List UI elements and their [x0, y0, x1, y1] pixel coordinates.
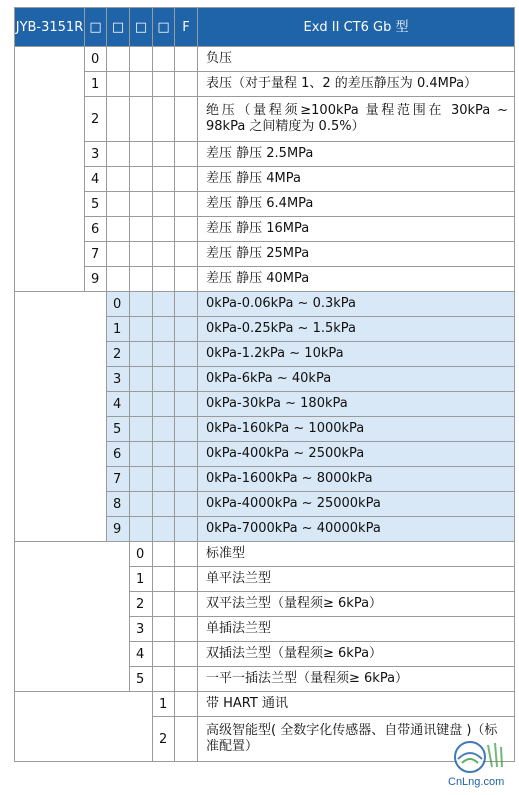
option-code: 1 [153, 692, 175, 717]
option-description: 0kPa-6kPa ~ 40kPa [198, 367, 515, 392]
option-code: 3 [107, 367, 130, 392]
header-col5: □ [153, 8, 175, 47]
header-col6: F [175, 8, 198, 47]
option-code: 6 [107, 442, 130, 467]
group-spacer [15, 292, 107, 542]
option-description: 0kPa-160kPa ~ 1000kPa [198, 417, 515, 442]
model-selection-table [14, 7, 515, 762]
table-row [15, 72, 515, 97]
option-description: 带 HART 通讯 [198, 692, 515, 717]
option-description: 差压 静压 4MPa [198, 167, 515, 192]
table-row [15, 47, 515, 72]
option-code: 2 [153, 717, 175, 762]
option-description: 双插法兰型（量程须≥ 6kPa） [198, 642, 515, 667]
option-code: 8 [107, 492, 130, 517]
table-row [15, 242, 515, 267]
option-code: 3 [85, 142, 107, 167]
option-code: 5 [130, 667, 153, 692]
option-code: 0 [85, 47, 107, 72]
option-code: 7 [85, 242, 107, 267]
option-description: 绝压（量程须≥100kPa 量程范围在 30kPa ~ 98kPa 之间精度为 0.5%） [198, 97, 515, 142]
option-code: 9 [85, 267, 107, 292]
header-model: JYB-3151R [15, 8, 85, 47]
table-row [15, 267, 515, 292]
option-code: 9 [107, 517, 130, 542]
header-description: Exd II CT6 Gb 型 [198, 8, 515, 47]
option-code: 6 [85, 217, 107, 242]
option-code: 5 [107, 417, 130, 442]
table-row [15, 217, 515, 242]
option-description: 差压 静压 16MPa [198, 217, 515, 242]
option-code: 3 [130, 617, 153, 642]
option-description: 0kPa-1.2kPa ~ 10kPa [198, 342, 515, 367]
option-description: 高级智能型( 全数字化传感器、自带通讯键盘 )（标准配置） [198, 717, 515, 762]
option-code: 1 [85, 72, 107, 97]
option-code: 2 [107, 342, 130, 367]
site-watermark-logo [440, 735, 510, 790]
option-description: 单插法兰型 [198, 617, 515, 642]
option-description: 标准型 [198, 542, 515, 567]
option-code: 0 [130, 542, 153, 567]
watermark-emblem-icon [440, 735, 510, 790]
header-col3: □ [107, 8, 130, 47]
table-row [15, 97, 515, 142]
option-code: 2 [130, 592, 153, 617]
option-description: 0kPa-0.25kPa ~ 1.5kPa [198, 317, 515, 342]
table-row [15, 167, 515, 192]
option-description: 0kPa-1600kPa ~ 8000kPa [198, 467, 515, 492]
option-description: 0kPa-7000kPa ~ 40000kPa [198, 517, 515, 542]
option-code: 5 [85, 192, 107, 217]
header-col4: □ [130, 8, 153, 47]
option-description: 一平一插法兰型（量程须≥ 6kPa） [198, 667, 515, 692]
table-row [15, 542, 515, 567]
table-row [15, 142, 515, 167]
option-code: 1 [130, 567, 153, 592]
option-description: 0kPa-400kPa ~ 2500kPa [198, 442, 515, 467]
option-code: 2 [85, 97, 107, 142]
group-spacer [15, 47, 85, 292]
header-row [15, 8, 515, 47]
option-description: 双平法兰型（量程须≥ 6kPa） [198, 592, 515, 617]
option-description: 0kPa-4000kPa ~ 25000kPa [198, 492, 515, 517]
option-code: 4 [130, 642, 153, 667]
option-code: 4 [107, 392, 130, 417]
option-description: 单平法兰型 [198, 567, 515, 592]
option-description: 0kPa-0.06kPa ~ 0.3kPa [198, 292, 515, 317]
watermark-text: CnLng.com [448, 776, 505, 788]
option-code: 7 [107, 467, 130, 492]
option-description: 负压 [198, 47, 515, 72]
option-description: 0kPa-30kPa ~ 180kPa [198, 392, 515, 417]
option-description: 差压 静压 40MPa [198, 267, 515, 292]
option-description: 表压（对于量程 1、2 的差压静压为 0.4MPa） [198, 72, 515, 97]
option-description: 差压 静压 6.4MPa [198, 192, 515, 217]
group-spacer [15, 692, 153, 762]
option-code: 4 [85, 167, 107, 192]
option-description: 差压 静压 25MPa [198, 242, 515, 267]
table-row [15, 292, 515, 317]
table-row [15, 192, 515, 217]
table-row [15, 692, 515, 717]
option-description: 差压 静压 2.5MPa [198, 142, 515, 167]
option-code: 0 [107, 292, 130, 317]
group-spacer [15, 542, 130, 692]
header-col2: □ [85, 8, 107, 47]
option-code: 1 [107, 317, 130, 342]
